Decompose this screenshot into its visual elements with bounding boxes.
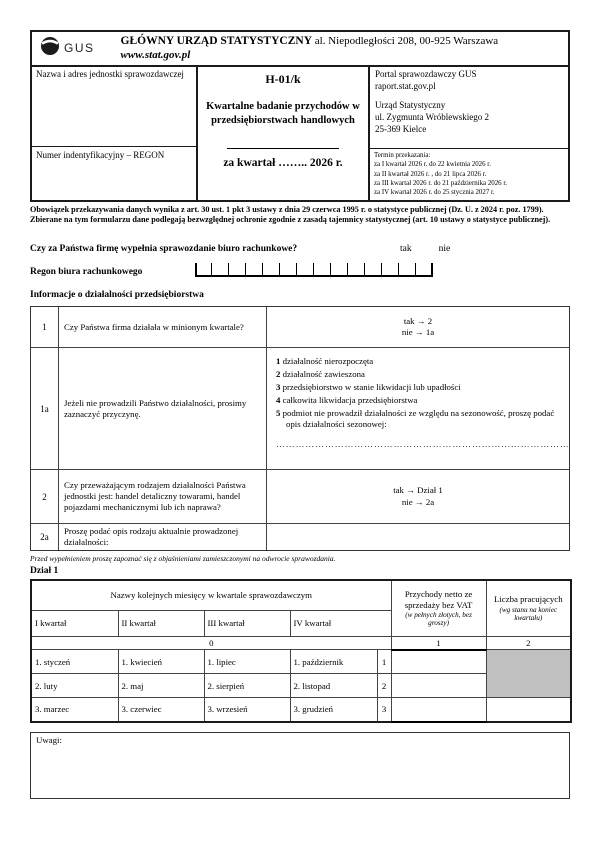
legal-line1: Obowiązek przekazywania danych wynika z art. 30 ust. 1 pkt 3 ustawy z dnia 29 czerwca 1995 r. o statystyce publicznej (Dz. U. z 2024 r. poz. 1799). bbox=[30, 204, 544, 214]
period-line[interactable]: za kwartał …….. 2026 r. bbox=[223, 157, 343, 170]
form-code: H-01/k bbox=[265, 71, 301, 86]
office-line2: ul. Zygmunta Wróblewskiego 2 bbox=[375, 112, 489, 123]
reason-option-1-number: 1 bbox=[276, 356, 281, 367]
dzial1-table bbox=[30, 579, 572, 723]
regon-digit-cell[interactable] bbox=[348, 263, 365, 277]
remarks-label: Uwagi: bbox=[36, 734, 62, 745]
regon-digit-cell[interactable] bbox=[195, 263, 212, 277]
regon-digit-cell[interactable] bbox=[280, 263, 297, 277]
reporting-unit-name-label: Nazwa i adres jednostki sprawozdawczej bbox=[36, 68, 184, 79]
row-number-2: 2 bbox=[377, 674, 391, 698]
portal-line1: Portal sprawozdawczy GUS bbox=[375, 68, 477, 79]
regon-digit-cell[interactable] bbox=[229, 263, 246, 277]
header-box bbox=[30, 30, 570, 202]
reason-option-2[interactable] bbox=[276, 369, 570, 380]
info-row-1a-number: 1a bbox=[31, 348, 59, 469]
info-row-2-number: 2 bbox=[31, 470, 59, 523]
reason-option-4-text: całkowita likwidacja przedsiębiorstwa bbox=[282, 394, 418, 405]
legal-notice bbox=[30, 205, 570, 226]
month-cell: 1. październik bbox=[290, 650, 377, 674]
quarter-3-header: III kwartał bbox=[204, 610, 290, 636]
month-cell: 3. grudzień bbox=[290, 698, 377, 722]
reason-option-5-text: podmiot nie prowadził działalności ze względu na sezonowość, proszę podać opis działalności sezonowej: bbox=[282, 407, 555, 430]
regon-digit-cell[interactable] bbox=[246, 263, 263, 277]
reason-option-5-number: 5 bbox=[276, 407, 281, 418]
reason-option-3-text: przedsiębiorstwo w stanie likwidacji lub upadłości bbox=[282, 381, 461, 392]
deadline-title: Termin przekazania: bbox=[374, 151, 431, 159]
header-org-row bbox=[32, 32, 568, 67]
row-number-3: 3 bbox=[377, 698, 391, 722]
org-website: www.stat.gov.pl bbox=[120, 48, 191, 61]
column-number-0: 0 bbox=[31, 636, 391, 650]
pre-fill-note: Przed wypełnieniem proszę zapoznać się z objaśnieniami zamieszczonymi na odwrocie sprawozdania. bbox=[30, 554, 336, 564]
accounting-yes-option[interactable]: tak bbox=[400, 244, 412, 255]
accounting-office-question: Czy za Państwa firmę wypełnia sprawozdanie biuro rachunkowe? bbox=[30, 244, 298, 255]
regon-digit-cell[interactable] bbox=[314, 263, 331, 277]
month-cell: 3. czerwiec bbox=[118, 698, 204, 722]
workers-input-cell[interactable] bbox=[486, 698, 571, 722]
form-identity bbox=[198, 67, 370, 200]
month-cell: 2. listopad bbox=[290, 674, 377, 698]
row-number-1: 1 bbox=[377, 650, 391, 674]
regon-digit-cell[interactable] bbox=[416, 263, 433, 277]
deadlines-cell bbox=[370, 149, 568, 200]
reason-option-1[interactable] bbox=[276, 356, 570, 367]
regon-digit-cell[interactable] bbox=[331, 263, 348, 277]
month-cell: 1. lipiec bbox=[204, 650, 290, 674]
regon-number-cell[interactable] bbox=[32, 147, 196, 200]
revenue-column-header bbox=[391, 580, 486, 636]
workers-blocked-cell bbox=[486, 650, 571, 698]
deadline-q3: za III kwartał 2026 r. do 21 października 2026 r. bbox=[374, 179, 507, 187]
info-row-2-answer-no[interactable]: nie → 2a bbox=[401, 496, 435, 507]
workers-header-sub: (wg stanu na koniec kwartału) bbox=[499, 605, 558, 623]
info-section-title: Informacje o działalności przedsiębiorstwa bbox=[30, 290, 204, 301]
reason-option-3-number: 3 bbox=[276, 381, 281, 392]
org-titles bbox=[121, 35, 499, 62]
month-cell: 3. marzec bbox=[31, 698, 118, 722]
column-number-2: 2 bbox=[486, 636, 571, 650]
deadline-q1: za I kwartał 2026 r. do 22 kwietnia 2026 r. bbox=[374, 161, 491, 169]
info-row-2a-question: Proszę podać opis rodzaju aktualnie prowadzonej działalności: bbox=[59, 524, 267, 550]
reason-option-1-text: działalność nierozpoczęta bbox=[282, 356, 374, 367]
info-row-2-question: Czy przeważającym rodzajem działalności Państwa jednostki jest: handel detaliczny towarami, handel pojazdami mechanicznymi lub ich naprawa? bbox=[59, 470, 267, 523]
info-row-1-answer-yes[interactable]: tak → 2 bbox=[403, 315, 433, 326]
month-cell: 1. kwiecień bbox=[118, 650, 204, 674]
regon-digit-cell[interactable] bbox=[297, 263, 314, 277]
portal-office-cell bbox=[370, 67, 568, 149]
reason-option-3[interactable] bbox=[276, 382, 570, 393]
regon-digit-cell[interactable] bbox=[382, 263, 399, 277]
remarks-box[interactable] bbox=[30, 732, 570, 799]
accounting-no-option[interactable]: nie bbox=[438, 244, 451, 255]
info-table bbox=[30, 306, 570, 551]
blank-fill-line[interactable] bbox=[227, 141, 339, 149]
form-title: Kwartalne badanie przychodów w przedsiębiorstwach handlowych bbox=[206, 100, 360, 126]
gus-logo bbox=[40, 36, 95, 61]
deadline-q4: za IV kwartał 2026 r. do 25 stycznia 2027 r. bbox=[374, 189, 495, 197]
regon-digit-cell[interactable] bbox=[365, 263, 382, 277]
info-row-1a-question: Jeżeli nie prowadzili Państwo działalności, prosimy zaznaczyć przyczynę. bbox=[59, 348, 267, 469]
info-row-2 bbox=[31, 469, 569, 523]
info-row-1a bbox=[31, 347, 569, 469]
month-cell: 3. wrzesień bbox=[204, 698, 290, 722]
office-line3: 25-369 Kielce bbox=[375, 123, 427, 134]
regon-digit-cell[interactable] bbox=[399, 263, 416, 277]
reason-option-5[interactable] bbox=[276, 408, 570, 431]
month-cell: 2. luty bbox=[31, 674, 118, 698]
quarter-4-header: IV kwartał bbox=[290, 610, 391, 636]
quarter-2-header: II kwartał bbox=[118, 610, 204, 636]
regon-comb[interactable] bbox=[195, 263, 433, 277]
gus-logo-text: GUS bbox=[64, 41, 95, 56]
revenue-input-month-2[interactable] bbox=[391, 674, 486, 698]
regon-digit-cell[interactable] bbox=[263, 263, 280, 277]
regon-digit-cell[interactable] bbox=[212, 263, 229, 277]
revenue-input-month-3[interactable] bbox=[391, 698, 486, 722]
month-cell: 2. sierpień bbox=[204, 674, 290, 698]
reason-option-2-number: 2 bbox=[276, 368, 281, 379]
org-address: al. Niepodległości 208, 00-925 Warszawa bbox=[314, 35, 499, 47]
month-cell: 1. styczeń bbox=[31, 650, 118, 674]
accounting-regon-label: Regon biura rachunkowego bbox=[30, 267, 143, 278]
legal-line2: Zbierane na tym formularzu dane podlegają bezwzględnej ochronie zgodnie z zasadą tajemnicy statystycznej (art. 10 ustawy o statystyce publicznej). bbox=[30, 214, 551, 224]
info-row-1-question: Czy Państwa firma działała w minionym kwartale? bbox=[59, 307, 267, 347]
month-cell: 2. maj bbox=[118, 674, 204, 698]
office-line1: Urząd Statystyczny bbox=[375, 100, 446, 111]
seasonal-description-blank[interactable]: ……………………………………………………………...……………… bbox=[276, 438, 570, 449]
revenue-header-text: Przychody netto ze sprzedaży bez VAT bbox=[404, 588, 473, 610]
reporting-unit-name-cell[interactable] bbox=[32, 67, 196, 147]
deadline-q2: za II kwartał 2026 r. , do 21 lipca 2026 r. bbox=[374, 170, 487, 178]
reason-option-4-number: 4 bbox=[276, 394, 281, 405]
quarter-1-header: I kwartał bbox=[31, 610, 118, 636]
revenue-header-sub: (w pełnych złotych, bez groszy) bbox=[405, 611, 472, 628]
column-number-1: 1 bbox=[391, 636, 486, 650]
reason-option-2-text: działalność zawieszona bbox=[282, 368, 365, 379]
dzial1-title: Dział 1 bbox=[30, 566, 59, 577]
workers-column-header bbox=[486, 580, 571, 636]
workers-header-text: Liczba pracujących bbox=[493, 594, 563, 605]
portal-line2: raport.stat.gov.pl bbox=[375, 80, 436, 91]
activity-description-blank[interactable] bbox=[267, 524, 569, 550]
info-row-2a-number: 2a bbox=[31, 524, 59, 550]
info-row-1-number: 1 bbox=[31, 307, 59, 347]
info-row-1 bbox=[31, 307, 569, 347]
info-row-2-answer-yes[interactable]: tak → Dział 1 bbox=[393, 485, 443, 496]
info-row-1-answer-no[interactable]: nie → 1a bbox=[401, 327, 435, 338]
reason-option-4[interactable] bbox=[276, 395, 570, 406]
info-row-2a bbox=[31, 523, 569, 550]
revenue-input-month-1[interactable] bbox=[391, 650, 486, 674]
regon-number-label: Numer indentyfikacyjny – REGON bbox=[36, 149, 165, 160]
org-name: GŁÓWNY URZĄD STATYSTYCZNY bbox=[120, 35, 312, 47]
months-header: Nazwy kolejnych miesięcy w kwartale sprawozdawczym bbox=[31, 580, 391, 610]
gus-logo-icon bbox=[40, 36, 60, 61]
